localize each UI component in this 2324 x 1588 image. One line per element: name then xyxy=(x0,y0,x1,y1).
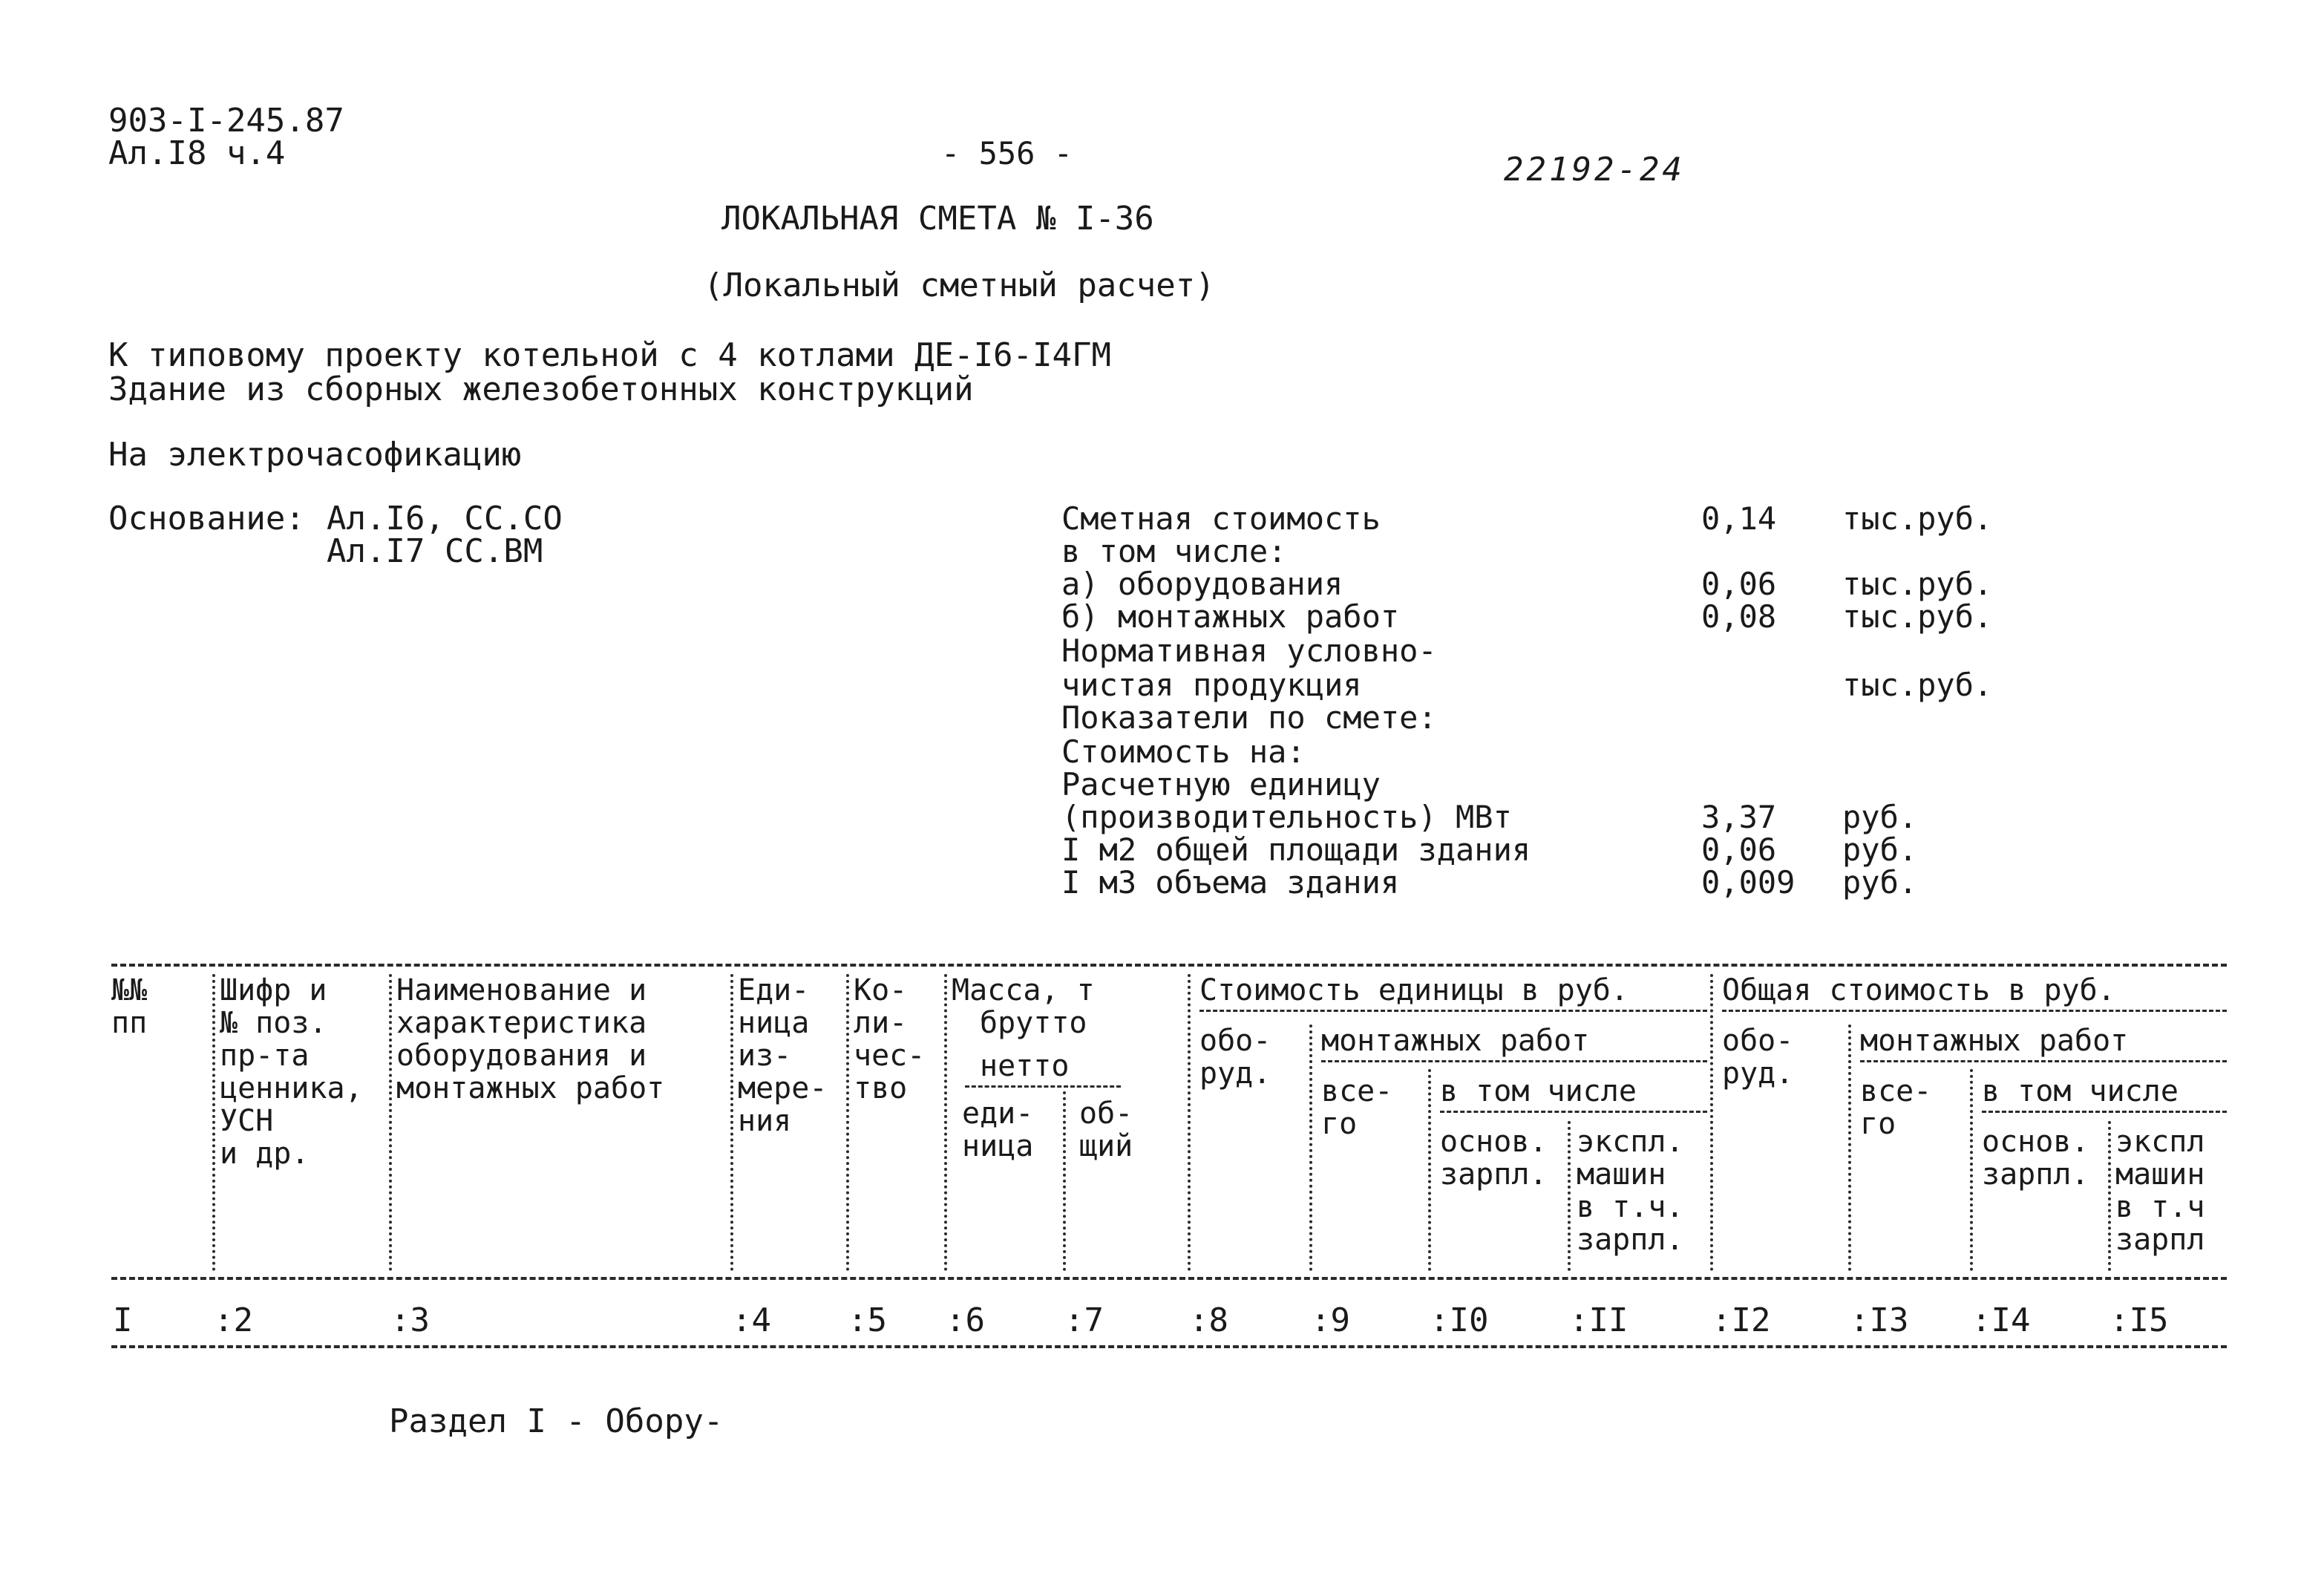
project-line-2: Здание из сборных железобетонных конструкций xyxy=(108,370,974,408)
document-code: 903-I-245.87 xyxy=(108,102,344,140)
unit-mounting-group-header: монтажных работ xyxy=(1321,1024,1590,1058)
group-underline xyxy=(1199,1010,1707,1012)
column-separator xyxy=(1188,974,1191,1271)
summary-row: в том числе: xyxy=(1061,533,1287,569)
column-number: :I5 xyxy=(2109,1301,2169,1339)
column-number: :I2 xyxy=(1712,1301,1771,1339)
archive-number: 22192-24 xyxy=(1504,151,1685,189)
column-number: I xyxy=(113,1301,133,1339)
col-total-machines-header: экспл машин в т.ч зарпл xyxy=(2115,1125,2205,1257)
col-total-mounting-header: все- го xyxy=(1860,1074,1932,1141)
column-number: :9 xyxy=(1311,1301,1350,1339)
unit-cost-group-header: Стоимость единицы в руб. xyxy=(1199,973,1629,1007)
total-mounting-group-header: монтажных работ xyxy=(1860,1024,2129,1058)
summary-row: I м2 общей площади здания 0,06 руб. xyxy=(1061,831,1918,868)
col-unit-wages-header: основ. зарпл. xyxy=(1440,1125,1548,1192)
mass-brutto-label: брутто xyxy=(980,1006,1087,1040)
column-separator xyxy=(2108,1121,2111,1271)
basis-line-1: Ал.I6, СС.СО xyxy=(327,500,563,537)
basis-label: Основание: xyxy=(108,500,305,537)
column-number: :I3 xyxy=(1850,1301,1909,1339)
summary-row: чистая продукция тыс.руб. xyxy=(1061,667,1993,703)
column-separator xyxy=(1063,1091,1066,1271)
column-number: :2 xyxy=(214,1301,253,1339)
summary-row: I м3 объема здания 0,009 руб. xyxy=(1061,864,1918,901)
summary-row: Нормативная условно- xyxy=(1061,633,1437,669)
column-number: :8 xyxy=(1189,1301,1228,1339)
col-mass-unit-header: еди- ница xyxy=(962,1097,1034,1163)
column-number: :I4 xyxy=(1971,1301,2031,1339)
column-number: :3 xyxy=(390,1301,430,1339)
column-number: :6 xyxy=(946,1301,985,1339)
col-code-header: Шифр и № поз. пр-та ценника, УСН и др. xyxy=(220,973,363,1171)
column-number: :I0 xyxy=(1430,1301,1489,1339)
col-name-header: Наименование и характеристика оборудования и монтажных работ xyxy=(396,973,665,1105)
col-mass-total-header: об- щий xyxy=(1079,1097,1133,1163)
column-separator xyxy=(730,974,733,1271)
column-separator xyxy=(1710,974,1713,1271)
column-separator xyxy=(212,974,215,1271)
column-separator xyxy=(846,974,849,1271)
album-reference: Ал.I8 ч.4 xyxy=(108,134,286,172)
summary-row: Расчетную единицу xyxy=(1061,766,1381,803)
column-number: :4 xyxy=(732,1301,771,1339)
summary-row: Сметная стоимость 0,14 тыс.руб. xyxy=(1061,500,1993,537)
column-separator xyxy=(1568,1121,1571,1271)
col-total-equipment-header: обо- руд. xyxy=(1722,1024,1794,1091)
column-separator xyxy=(1309,1025,1312,1271)
section-title: Раздел I - Обору- xyxy=(389,1402,724,1440)
column-separator xyxy=(1428,1069,1431,1271)
page-number: - 556 - xyxy=(941,135,1073,171)
col-quantity-header: Ко- ли- чес- тво xyxy=(854,973,926,1105)
summary-row: (производительность) МВт 3,37 руб. xyxy=(1061,799,1918,835)
total-cost-group-header: Общая стоимость в руб. xyxy=(1722,973,2115,1007)
column-number: :7 xyxy=(1064,1301,1104,1339)
project-purpose: На электрочасофикацию xyxy=(108,436,522,474)
column-numbers-rule xyxy=(111,1345,2227,1348)
basis-line-2: Ал.I7 СС.ВМ xyxy=(327,532,543,570)
group-underline xyxy=(965,1085,1121,1088)
summary-row: а) оборудования 0,06 тыс.руб. xyxy=(1061,566,1993,602)
column-number: :5 xyxy=(848,1301,887,1339)
col-unit-machines-header: экспл. машин в т.ч. зарпл. xyxy=(1577,1125,1684,1257)
column-separator xyxy=(944,974,947,1271)
group-underline xyxy=(1722,1010,2227,1012)
summary-row: б) монтажных работ 0,08 тыс.руб. xyxy=(1061,598,1993,635)
project-line-1: К типовому проекту котельной с 4 котлами ДЕ-I6-I4ГМ xyxy=(108,336,1112,374)
col-number-header: №№ пп xyxy=(111,973,148,1040)
header-bottom-rule xyxy=(111,1277,2227,1280)
estimate-subtitle: (Локальный сметный расчет) xyxy=(704,267,1215,304)
column-separator xyxy=(389,974,392,1271)
col-unit-header: Еди- ница из- мере- ния xyxy=(738,973,828,1138)
unit-including-group-header: в том числе xyxy=(1440,1074,1637,1108)
column-separator xyxy=(1848,1025,1851,1271)
summary-row: Показатели по смете: xyxy=(1061,699,1437,736)
group-underline xyxy=(1982,1111,2227,1113)
group-underline xyxy=(1860,1060,2227,1062)
col-total-wages-header: основ. зарпл. xyxy=(1982,1125,2089,1192)
total-including-group-header: в том числе xyxy=(1982,1074,2179,1108)
column-number: :II xyxy=(1569,1301,1629,1339)
col-unit-equipment-header: обо- руд. xyxy=(1199,1024,1271,1091)
group-underline xyxy=(1440,1111,1707,1113)
estimate-title: ЛОКАЛЬНАЯ СМЕТА № I-36 xyxy=(721,200,1154,238)
mass-netto-label: нетто xyxy=(980,1049,1070,1083)
mass-group-header: Масса, т xyxy=(952,973,1095,1007)
group-underline xyxy=(1321,1060,1707,1062)
col-unit-mounting-total-header: все- го xyxy=(1321,1074,1393,1141)
table-top-rule xyxy=(111,964,2227,967)
summary-row: Стоимость на: xyxy=(1061,733,1306,770)
column-separator xyxy=(1970,1069,1973,1271)
